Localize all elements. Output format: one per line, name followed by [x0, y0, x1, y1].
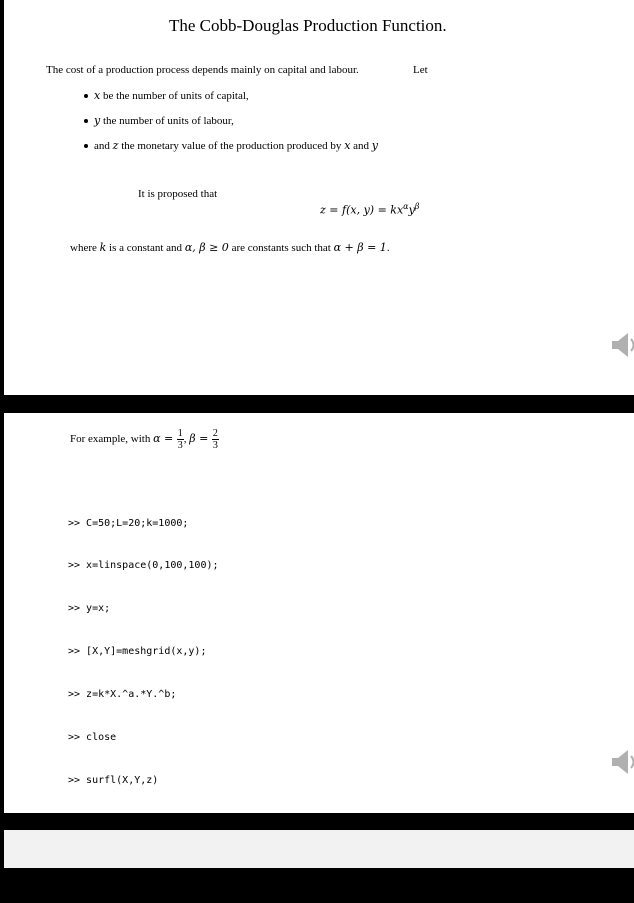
- bullet-dot: [84, 119, 88, 123]
- bullet-capital: [94, 89, 249, 102]
- code-line: >> x=linspace(0,100,100);: [68, 560, 219, 572]
- speaker-icon[interactable]: [612, 749, 634, 775]
- bullet-dot: [84, 144, 88, 148]
- slide-title: The Cobb-Douglas Production Function.: [169, 16, 447, 35]
- code-line: >> C=50;L=20;k=1000;: [68, 517, 189, 529]
- intro-text: The cost of a production process depends mainly on capital and labour.: [46, 64, 359, 76]
- fraction-two-thirds: [212, 428, 219, 451]
- where-text: [70, 241, 390, 254]
- code-line: >> surfl(X,Y,z): [68, 774, 159, 786]
- where-post: are constants such that: [228, 242, 334, 254]
- code-line: >> xlabel('x'): [68, 817, 153, 829]
- bullet-labour-text: the number of units of labour,: [100, 115, 234, 127]
- formula-beta: β: [414, 202, 420, 211]
- var-z: z: [112, 139, 119, 152]
- var-x: x: [344, 139, 351, 152]
- code-line: >> close: [68, 732, 117, 744]
- fraction-one-third: [177, 428, 184, 451]
- frac-den: 3: [177, 440, 183, 451]
- var-k: k: [99, 241, 107, 254]
- frac-num: 1: [177, 428, 183, 439]
- cobb-douglas-formula: [320, 202, 419, 217]
- beta-eq: β =: [189, 432, 212, 446]
- var-x: x: [94, 89, 101, 102]
- example-line: [70, 428, 219, 451]
- slide-3: [4, 830, 634, 868]
- bullet-production-text: the monetary value of the production produced by: [118, 140, 345, 152]
- speaker-icon[interactable]: [612, 332, 634, 358]
- bullet-labour: [94, 114, 234, 127]
- alpha-beta-condition: α, β ≥ 0: [184, 241, 229, 254]
- formula-alpha: α: [403, 202, 409, 211]
- formula-y: y: [408, 203, 415, 217]
- alpha-beta-sum: α + β = 1: [333, 241, 387, 254]
- code-line: >> y=x;: [68, 603, 111, 615]
- where-pre: where: [70, 242, 100, 254]
- bullet-production-pre: and: [94, 140, 113, 152]
- slide-1: [4, 0, 634, 395]
- slide-2: [4, 413, 634, 829]
- formula-main: z = f(x, y) = kx: [320, 203, 404, 217]
- bullet-dot: [84, 94, 88, 98]
- code-line: >> [X,Y]=meshgrid(x,y);: [68, 646, 207, 658]
- bullet-production: [94, 139, 378, 152]
- code-line: >> z=k*X.^a.*Y.^b;: [68, 689, 177, 701]
- bullet-production-and: and: [350, 140, 372, 152]
- var-y: y: [371, 139, 379, 152]
- let-text: Let: [413, 64, 428, 76]
- separator: ,: [183, 433, 190, 446]
- proposed-text: It is proposed that: [138, 188, 218, 200]
- example-pre: For example, with: [70, 433, 154, 446]
- frac-num: 2: [212, 428, 218, 439]
- alpha-eq: α =: [153, 432, 177, 446]
- frac-den: 3: [212, 440, 218, 451]
- where-mid: is a constant and: [106, 242, 185, 254]
- where-end: .: [386, 242, 390, 254]
- var-y: y: [94, 114, 101, 127]
- bullet-capital-text: be the number of units of capital,: [100, 90, 249, 102]
